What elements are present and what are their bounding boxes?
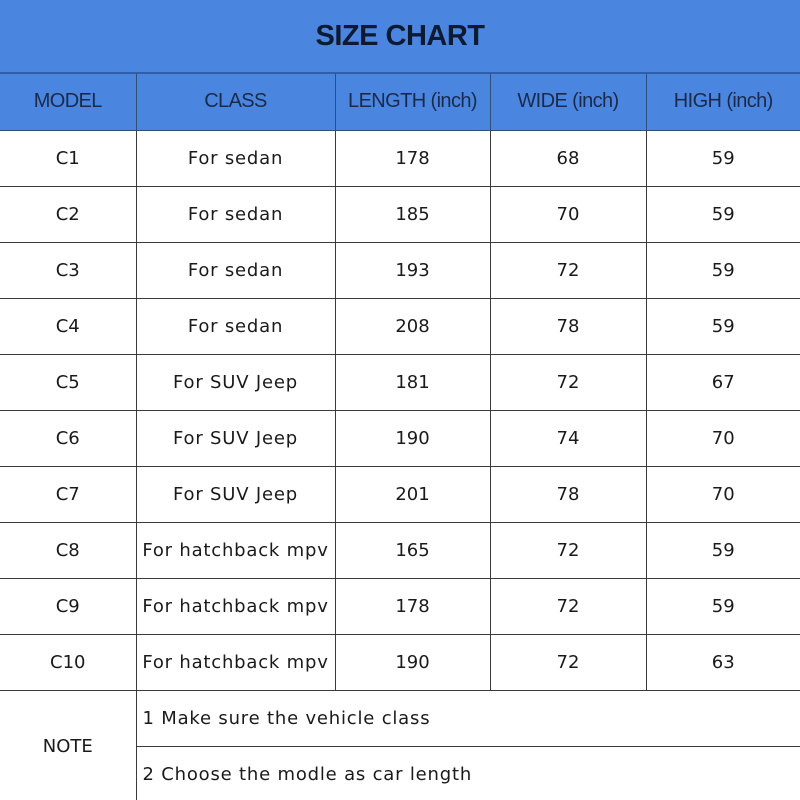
cell-length: 201 xyxy=(335,466,490,522)
cell-wide: 72 xyxy=(490,354,646,410)
cell-length: 178 xyxy=(335,130,490,186)
cell-length: 190 xyxy=(335,634,490,690)
cell-model: C9 xyxy=(0,578,136,634)
cell-model: C6 xyxy=(0,410,136,466)
cell-high: 59 xyxy=(646,186,800,242)
chart-title: SIZE CHART xyxy=(315,19,485,52)
header-high: HIGH (inch) xyxy=(646,74,800,130)
cell-class: For SUV Jeep xyxy=(136,354,335,410)
table-row xyxy=(0,242,800,298)
table-row xyxy=(0,466,800,522)
cell-class: For sedan xyxy=(136,186,335,242)
cell-high: 59 xyxy=(646,522,800,578)
table-row xyxy=(0,522,800,578)
header-length: LENGTH (inch) xyxy=(335,74,490,130)
cell-length: 193 xyxy=(335,242,490,298)
header-class: CLASS xyxy=(136,74,335,130)
cell-wide: 78 xyxy=(490,298,646,354)
table-row xyxy=(0,578,800,634)
cell-class: For sedan xyxy=(136,242,335,298)
note-line-1: 1 Make sure the vehicle class xyxy=(136,690,800,746)
cell-high: 70 xyxy=(646,466,800,522)
cell-model: C10 xyxy=(0,634,136,690)
cell-length: 185 xyxy=(335,186,490,242)
cell-model: C7 xyxy=(0,466,136,522)
table-row xyxy=(0,634,800,690)
cell-class: For SUV Jeep xyxy=(136,410,335,466)
table-row xyxy=(0,186,800,242)
cell-high: 59 xyxy=(646,578,800,634)
cell-high: 70 xyxy=(646,410,800,466)
table-row xyxy=(0,130,800,186)
cell-wide: 74 xyxy=(490,410,646,466)
cell-length: 165 xyxy=(335,522,490,578)
cell-length: 208 xyxy=(335,298,490,354)
cell-wide: 70 xyxy=(490,186,646,242)
cell-high: 59 xyxy=(646,130,800,186)
size-table xyxy=(0,74,800,800)
cell-model: C8 xyxy=(0,522,136,578)
cell-wide: 72 xyxy=(490,578,646,634)
cell-model: C3 xyxy=(0,242,136,298)
cell-wide: 72 xyxy=(490,522,646,578)
cell-model: C1 xyxy=(0,130,136,186)
cell-class: For sedan xyxy=(136,298,335,354)
note-line-2: 2 Choose the modle as car length xyxy=(136,746,800,800)
header-wide: WIDE (inch) xyxy=(490,74,646,130)
cell-length: 190 xyxy=(335,410,490,466)
cell-length: 181 xyxy=(335,354,490,410)
cell-model: C5 xyxy=(0,354,136,410)
table-row xyxy=(0,410,800,466)
cell-wide: 68 xyxy=(490,130,646,186)
cell-class: For SUV Jeep xyxy=(136,466,335,522)
cell-wide: 78 xyxy=(490,466,646,522)
note-row xyxy=(0,690,800,746)
cell-length: 178 xyxy=(335,578,490,634)
cell-class: For hatchback mpv xyxy=(136,522,335,578)
cell-high: 63 xyxy=(646,634,800,690)
title-bar xyxy=(0,0,800,74)
header-model: MODEL xyxy=(0,74,136,130)
cell-class: For hatchback mpv xyxy=(136,578,335,634)
cell-wide: 72 xyxy=(490,242,646,298)
cell-model: C4 xyxy=(0,298,136,354)
table-row xyxy=(0,354,800,410)
cell-high: 59 xyxy=(646,242,800,298)
table-row xyxy=(0,298,800,354)
cell-high: 59 xyxy=(646,298,800,354)
note-label: NOTE xyxy=(0,690,136,800)
header-row xyxy=(0,74,800,130)
cell-model: C2 xyxy=(0,186,136,242)
cell-high: 67 xyxy=(646,354,800,410)
cell-wide: 72 xyxy=(490,634,646,690)
cell-class: For sedan xyxy=(136,130,335,186)
cell-class: For hatchback mpv xyxy=(136,634,335,690)
